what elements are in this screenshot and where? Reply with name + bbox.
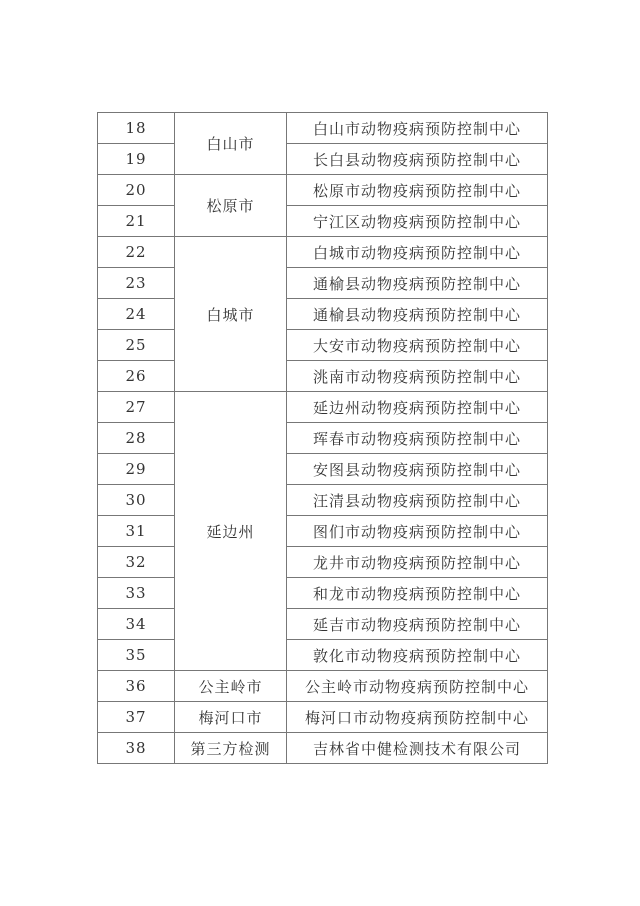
institution-name: 松原市动物疫病预防控制中心 (287, 175, 548, 206)
institution-name: 公主岭市动物疫病预防控制中心 (287, 671, 548, 702)
row-number: 24 (98, 299, 175, 330)
row-number: 25 (98, 330, 175, 361)
table-row (98, 702, 548, 733)
table-row (98, 671, 548, 702)
table-row (98, 237, 548, 268)
institution-name: 白山市动物疫病预防控制中心 (287, 113, 548, 144)
row-number: 20 (98, 175, 175, 206)
table-row (98, 578, 548, 609)
institution-name: 吉林省中健检测技术有限公司 (287, 733, 548, 764)
table-row (98, 516, 548, 547)
row-number: 34 (98, 609, 175, 640)
row-number: 21 (98, 206, 175, 237)
table-row (98, 609, 548, 640)
institution-name: 洮南市动物疫病预防控制中心 (287, 361, 548, 392)
institution-name: 汪清县动物疫病预防控制中心 (287, 485, 548, 516)
table-row (98, 330, 548, 361)
institution-name: 和龙市动物疫病预防控制中心 (287, 578, 548, 609)
table-row (98, 547, 548, 578)
institution-name: 通榆县动物疫病预防控制中心 (287, 299, 548, 330)
institution-name: 珲春市动物疫病预防控制中心 (287, 423, 548, 454)
institution-name: 梅河口市动物疫病预防控制中心 (287, 702, 548, 733)
row-number: 38 (98, 733, 175, 764)
table-row (98, 144, 548, 175)
institution-name: 通榆县动物疫病预防控制中心 (287, 268, 548, 299)
table-row (98, 392, 548, 423)
institution-name: 延吉市动物疫病预防控制中心 (287, 609, 548, 640)
table-row (98, 113, 548, 144)
row-number: 22 (98, 237, 175, 268)
city-cell: 第三方检测 (175, 733, 287, 764)
institution-name: 龙井市动物疫病预防控制中心 (287, 547, 548, 578)
row-number: 33 (98, 578, 175, 609)
row-number: 19 (98, 144, 175, 175)
city-cell: 延边州 (175, 392, 287, 671)
row-number: 18 (98, 113, 175, 144)
table-row (98, 733, 548, 764)
institution-name: 长白县动物疫病预防控制中心 (287, 144, 548, 175)
row-number: 37 (98, 702, 175, 733)
row-number: 31 (98, 516, 175, 547)
row-number: 29 (98, 454, 175, 485)
table-row (98, 299, 548, 330)
table-row (98, 454, 548, 485)
city-cell: 公主岭市 (175, 671, 287, 702)
city-cell: 白山市 (175, 113, 287, 175)
table-row (98, 175, 548, 206)
city-cell: 梅河口市 (175, 702, 287, 733)
row-number: 27 (98, 392, 175, 423)
row-number: 35 (98, 640, 175, 671)
table-row (98, 423, 548, 454)
table-row (98, 640, 548, 671)
row-number: 26 (98, 361, 175, 392)
table-row (98, 268, 548, 299)
institution-name: 图们市动物疫病预防控制中心 (287, 516, 548, 547)
row-number: 23 (98, 268, 175, 299)
institution-name: 白城市动物疫病预防控制中心 (287, 237, 548, 268)
city-cell: 松原市 (175, 175, 287, 237)
table-row (98, 485, 548, 516)
row-number: 28 (98, 423, 175, 454)
institution-name: 延边州动物疫病预防控制中心 (287, 392, 548, 423)
institution-table (97, 112, 548, 764)
table-row (98, 206, 548, 237)
row-number: 30 (98, 485, 175, 516)
institution-name: 大安市动物疫病预防控制中心 (287, 330, 548, 361)
institution-name: 安图县动物疫病预防控制中心 (287, 454, 548, 485)
institution-name: 宁江区动物疫病预防控制中心 (287, 206, 548, 237)
row-number: 32 (98, 547, 175, 578)
table-row (98, 361, 548, 392)
institution-name: 敦化市动物疫病预防控制中心 (287, 640, 548, 671)
city-cell: 白城市 (175, 237, 287, 392)
row-number: 36 (98, 671, 175, 702)
